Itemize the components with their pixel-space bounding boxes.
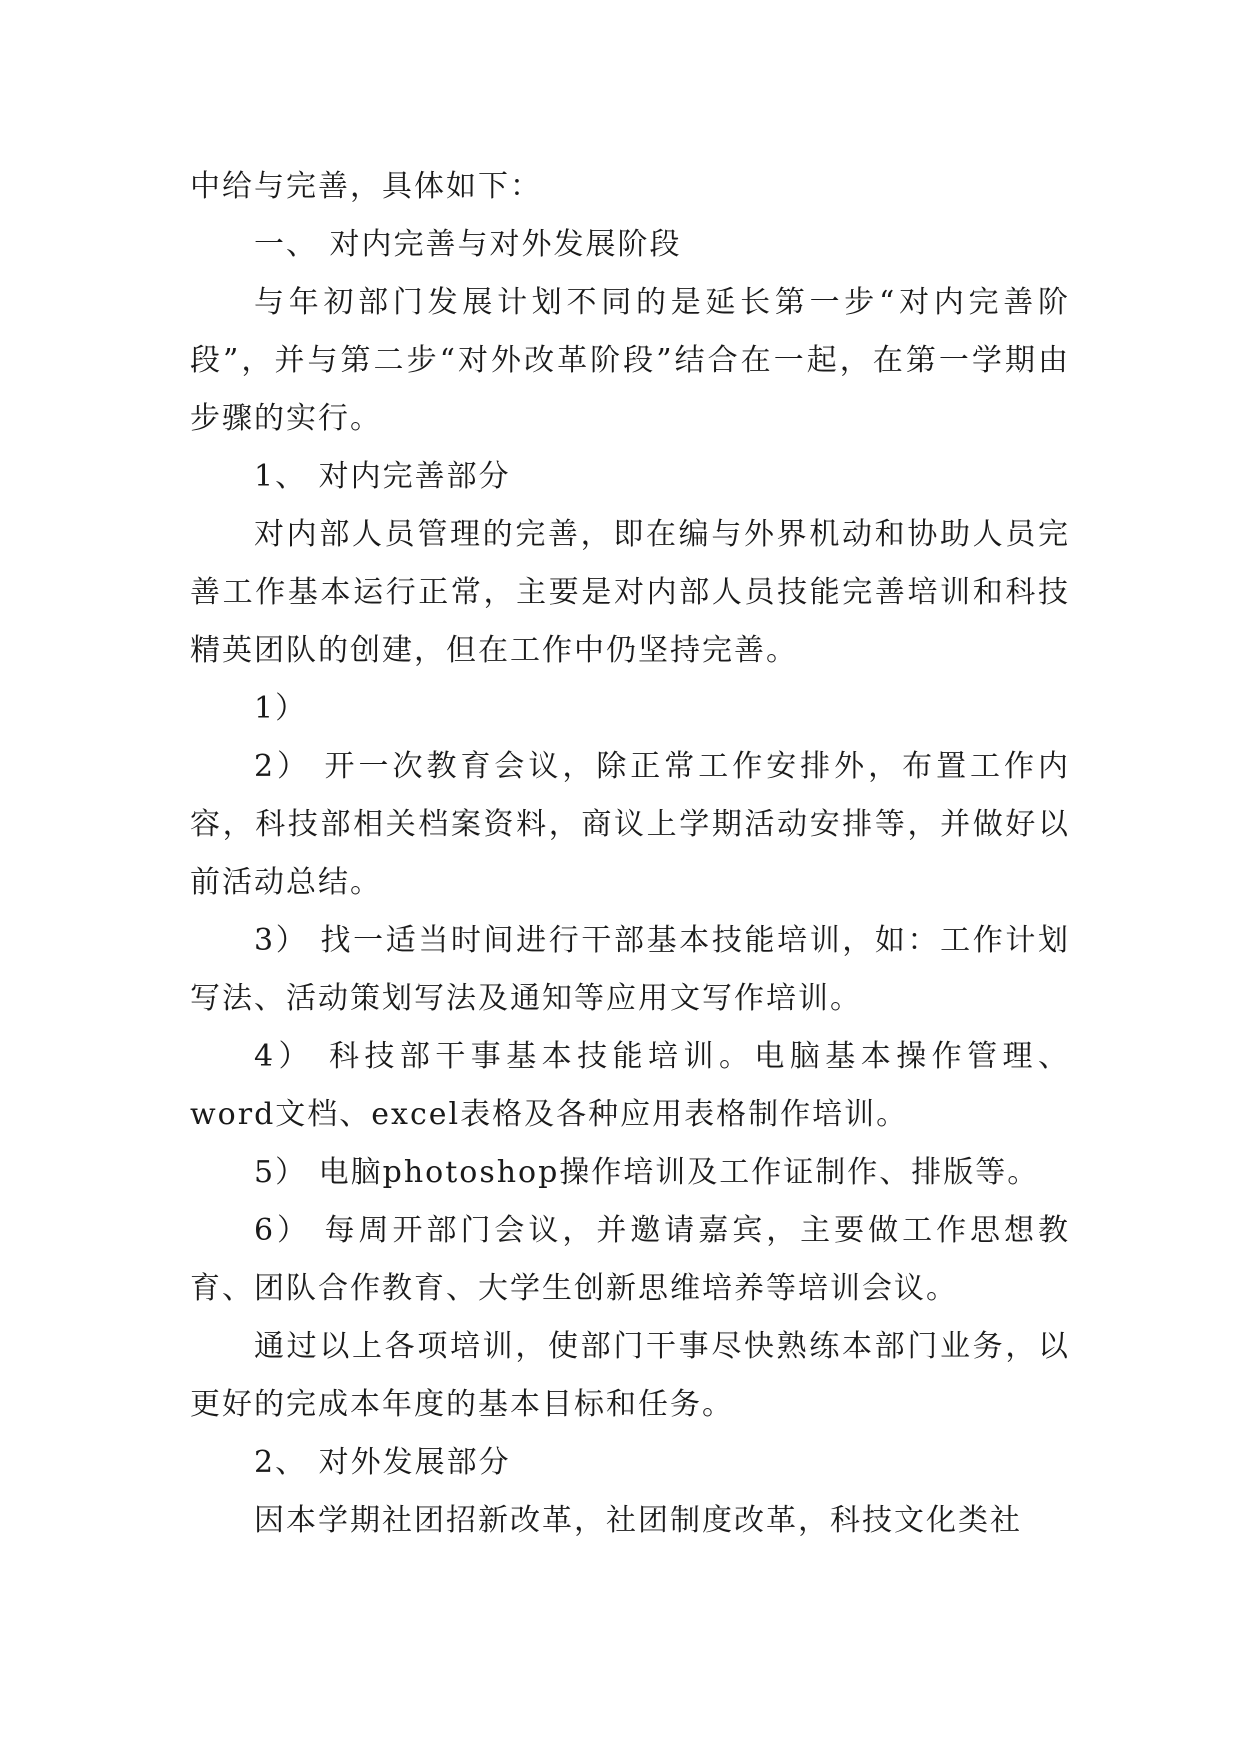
paragraph-intro: 中给与完善，具体如下：: [190, 169, 542, 204]
paragraph: 通过以上各项培训，使部门干事尽快熟练本部门业务，以更好的完成本年度的基本目标和任务。: [190, 1329, 1070, 1422]
document-body: [190, 158, 1070, 1550]
paragraph: 因本学期社团招新改革，社团制度改革，科技文化类社: [254, 1503, 1022, 1538]
list-item: 4） 科技部干事基本技能培训。电脑基本操作管理、word文档、excel表格及各种应用表格制作培训。: [190, 1039, 1070, 1132]
paragraph: 对内部人员管理的完善，即在编与外界机动和协助人员完善工作基本运行正常，主要是对内部人员技能完善培训和科技精英团队的创建，但在工作中仍坚持完善。: [190, 517, 1070, 668]
list-item: 3） 找一适当时间进行干部基本技能培训，如：工作计划写法、活动策划写法及通知等应用文写作培训。: [190, 923, 1070, 1016]
section-heading-1: 一、 对内完善与对外发展阶段: [254, 227, 682, 262]
subsection-heading-1: 1、 对内完善部分: [254, 459, 511, 494]
subsection-heading-2: 2、 对外发展部分: [254, 1445, 511, 1480]
list-item: 5） 电脑photoshop操作培训及工作证制作、排版等。: [254, 1155, 1040, 1190]
list-item: 6） 每周开部门会议，并邀请嘉宾，主要做工作思想教育、团队合作教育、大学生创新思维培养等培训会议。: [190, 1213, 1070, 1306]
list-item: 2） 开一次教育会议，除正常工作安排外，布置工作内容，科技部相关档案资料，商议上学期活动安排等，并做好以前活动总结。: [190, 749, 1070, 900]
paragraph: 与年初部门发展计划不同的是延长第一步“对内完善阶段”，并与第二步“对外改革阶段”结合在一起，在第一学期由步骤的实行。: [190, 285, 1070, 436]
list-item: 1）: [254, 691, 308, 726]
